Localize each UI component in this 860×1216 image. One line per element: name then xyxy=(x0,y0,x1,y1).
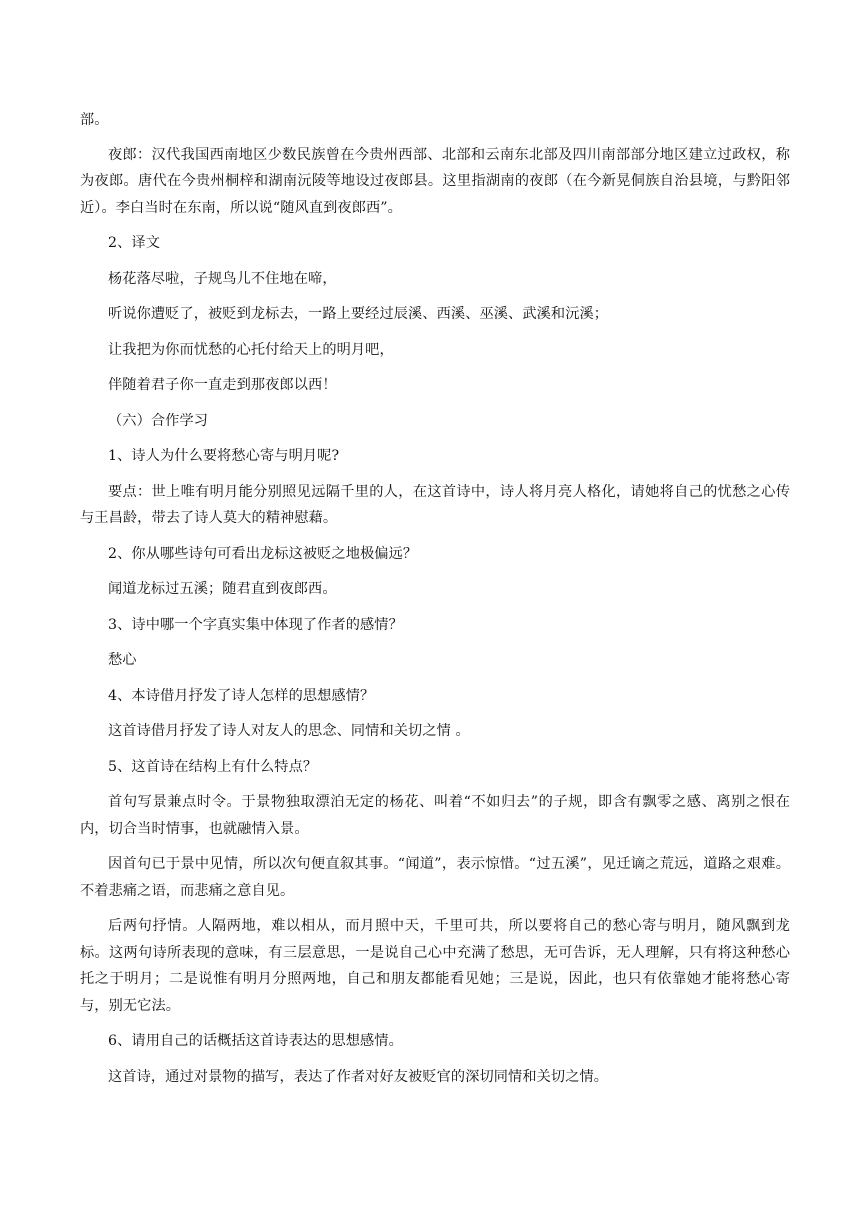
paragraph-continuation: 部。 xyxy=(80,112,109,128)
translation-line-3: 让我把为你而忧愁的心托付给天上的明月吧， xyxy=(108,341,394,358)
paragraph-yelang-note: 夜郎：汉代我国西南地区少数民族曾在今贵州西部、北部和云南东北部及四川南部部分地区建立过政权，称为夜郎。唐代在今贵州桐梓和湖南沅陵等地设过夜郎县。这里指湖南的夜郎（在今新晃侗族自治县境，与黔阳邻近）。李白当时在东南，所以说“随风直到夜郎西”。 xyxy=(80,146,790,216)
answer-6: 这首诗，通过对景物的描写，表达了作者对好友被贬官的深切同情和关切之情。 xyxy=(108,1068,609,1085)
answer-3: 愁心 xyxy=(108,652,137,668)
translation-line-2: 听说你遭贬了，被贬到龙标去，一路上要经过辰溪、西溪、巫溪、武溪和沅溪； xyxy=(108,306,609,322)
answer-2: 闻道龙标过五溪；随君直到夜郎西。 xyxy=(108,581,337,597)
document-body xyxy=(80,107,790,1090)
question-5: 5、这首诗在结构上有什么特点？ xyxy=(108,758,318,775)
answer-4: 这首诗借月抒发了诗人对友人的思念、同情和关切之情 。 xyxy=(108,723,470,739)
section-heading-translation: 2、译文 xyxy=(108,235,160,251)
translation-line-4: 伴随着君子你一直走到那夜郎以西！ xyxy=(108,377,337,393)
question-2: 2、你从哪些诗句可看出龙标这被贬之地极偏远？ xyxy=(108,545,418,562)
answer-5-part-3: 后两句抒情。人隔两地，难以相从，而月照中天，千里可共，所以要将自己的愁心寄与明月，随风飘到龙标。这两句诗所表现的意味，有三层意思，一是说自己心中充满了愁思，无可告诉，无人理解，只有将这种愁心托之于明月；二是说惟有明月分照两地，自己和朋友都能看见她；三是说，因此，也只有依靠她才能将愁心寄与，别无它法。 xyxy=(80,918,790,1014)
answer-1: 要点：世上唯有明月能分别照见远隔千里的人，在这首诗中，诗人将月亮人格化，请她将自己的忧愁之心传与王昌龄，带去了诗人莫大的精神慰藉。 xyxy=(80,483,790,526)
answer-5-part-2: 因首句已于景中见情，所以次句便直叙其事。“闻道”，表示惊惜。“过五溪”，见迁谪之荒远，道路之艰难。不着悲痛之语，而悲痛之意自见。 xyxy=(80,856,790,899)
question-3: 3、诗中哪一个字真实集中体现了作者的感情？ xyxy=(108,616,403,633)
section-heading-cooperative-study: （六）合作学习 xyxy=(108,412,209,429)
question-1: 1、诗人为什么要将愁心寄与明月呢? xyxy=(108,448,340,464)
answer-5-part-1: 首句写景兼点时令。于景物独取漂泊无定的杨花、叫着“不如归去”的子规，即含有飘零之感、离别之恨在内，切合当时情事，也就融情入景。 xyxy=(80,794,790,837)
question-4: 4、本诗借月抒发了诗人怎样的思想感情？ xyxy=(108,687,375,704)
question-6: 6、请用自己的话概括这首诗表达的思想感情。 xyxy=(108,1033,403,1049)
translation-line-1: 杨花落尽啦，子规鸟儿不住地在啼， xyxy=(108,270,337,287)
